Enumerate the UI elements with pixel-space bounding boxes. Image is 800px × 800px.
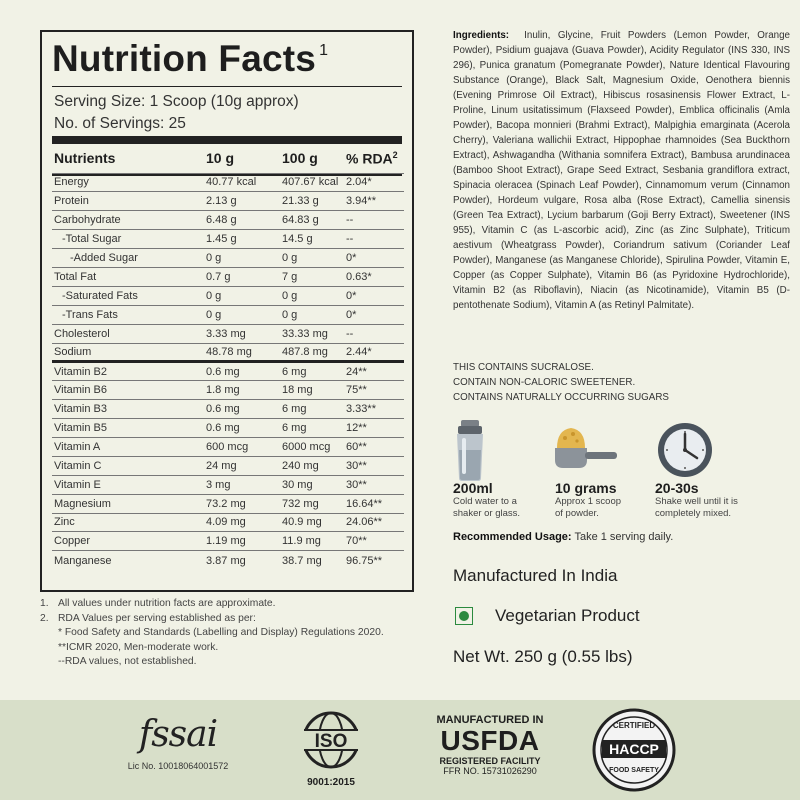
usage-value: 20-30s (655, 480, 699, 496)
footnote-sub-icmr: **ICMR 2020, Men-moderate work. (58, 641, 219, 653)
usfda-certification (425, 700, 555, 800)
rda-percent: 30** (344, 475, 404, 494)
nutrition-table-header (52, 144, 404, 173)
value-100g: 30 mg (280, 475, 344, 494)
rda-percent: 16.64** (344, 494, 404, 513)
contains-note: CONTAIN NON-CALORIC SWEETENER. (453, 377, 636, 388)
nutrition-row (52, 362, 404, 381)
value-10g: 3 mg (204, 475, 280, 494)
recommended-usage (453, 531, 673, 543)
nutrition-row (52, 324, 404, 343)
nutrition-row (52, 551, 404, 570)
haccp-certification (588, 700, 680, 800)
nutrition-row (52, 494, 404, 513)
nutrition-row (52, 513, 404, 532)
value-100g: 33.33 mg (280, 324, 344, 343)
footnote-number: 2. (40, 612, 49, 624)
value-10g: 0 g (204, 249, 280, 268)
rda-percent: -- (344, 211, 404, 230)
value-10g: 73.2 mg (204, 494, 280, 513)
value-100g: 21.33 g (280, 192, 344, 211)
usfda-registered: REGISTERED FACILITY (439, 756, 541, 766)
rda-percent: 60** (344, 437, 404, 456)
nutrient-name: Carbohydrate (52, 211, 204, 230)
value-10g: 48.78 mg (204, 343, 280, 362)
rda-percent: 12** (344, 419, 404, 438)
nutrition-title-footnote: 1 (319, 42, 329, 59)
rda-percent: 0* (344, 286, 404, 305)
rda-percent: 24.06** (344, 513, 404, 532)
nutrition-row (52, 400, 404, 419)
value-100g: 64.83 g (280, 211, 344, 230)
haccp-top: CERTIFIED (612, 721, 656, 730)
nutrition-row (52, 305, 404, 324)
certifications-band (0, 700, 800, 800)
recommended-label: Recommended Usage: (453, 531, 572, 543)
nutrition-row (52, 230, 404, 249)
nutrition-row (52, 173, 404, 192)
usage-desc: completely mixed. (655, 507, 732, 519)
footnote-2 (40, 612, 440, 627)
serving-size: Serving Size: 1 Scoop (10g approx) (54, 93, 299, 110)
nutrient-name: Protein (52, 192, 204, 211)
rda-percent: 75** (344, 381, 404, 400)
value-100g: 14.5 g (280, 230, 344, 249)
nutrition-row (52, 249, 404, 268)
nutrient-name: Vitamin B3 (52, 400, 204, 419)
value-10g: 0.6 mg (204, 400, 280, 419)
contains-notes (453, 360, 790, 405)
usage-desc: Approx 1 scoop (555, 496, 622, 507)
nutrition-row (52, 343, 404, 362)
ingredients-label: Ingredients: (453, 30, 510, 41)
clock-icon (655, 420, 755, 480)
rda-percent: -- (344, 324, 404, 343)
value-10g: 6.48 g (204, 211, 280, 230)
iso-number: 9001:2015 (307, 777, 355, 788)
rda-percent: 24** (344, 362, 404, 381)
rda-percent: 2.04* (344, 173, 404, 192)
usage-value: 200ml (453, 480, 493, 496)
nutrition-row (52, 437, 404, 456)
value-10g: 3.33 mg (204, 324, 280, 343)
nutrition-row (52, 286, 404, 305)
nutrient-name: Energy (52, 173, 204, 192)
usfda-top-text: MANUFACTURED IN (436, 714, 544, 726)
footnote-1 (40, 597, 440, 612)
header-rda (344, 144, 404, 173)
nutrition-row (52, 381, 404, 400)
value-10g: 1.45 g (204, 230, 280, 249)
nutrient-name: -Total Sugar (52, 230, 204, 249)
fssai-license: Lic No. 10018064001572 (127, 761, 229, 771)
footnote-text: All values under nutrition facts are approximate. (58, 598, 276, 609)
divider (52, 86, 402, 87)
value-100g: 40.9 mg (280, 513, 344, 532)
value-100g: 6000 mcg (280, 437, 344, 456)
value-100g: 732 mg (280, 494, 344, 513)
rda-percent: 0* (344, 249, 404, 268)
value-10g: 0.6 mg (204, 362, 280, 381)
vegetarian-label: Vegetarian Product (495, 606, 640, 625)
header-10g: 10 g (206, 150, 235, 167)
value-10g: 40.77 kcal (204, 173, 280, 192)
value-10g: 0.6 mg (204, 419, 280, 438)
nutrient-name: Total Fat (52, 267, 204, 286)
shaker-bottle-icon (453, 420, 553, 480)
value-100g: 6 mg (280, 362, 344, 381)
usfda-ffr-number: FFR NO. 15731026290 (443, 766, 537, 776)
footnote-sub-fssai: * Food Safety and Standards (Labelling and Display) Regulations 2020. (58, 627, 384, 639)
nutrition-facts-panel (40, 30, 414, 592)
value-100g: 7 g (280, 267, 344, 286)
iso-globe-icon (296, 710, 366, 770)
nutrient-name: Vitamin B6 (52, 381, 204, 400)
nutrition-title (52, 38, 328, 80)
nutrition-row (52, 267, 404, 286)
vegetarian-product (453, 606, 640, 626)
value-100g: 6 mg (280, 400, 344, 419)
rda-percent: -- (344, 230, 404, 249)
value-100g: 0 g (280, 305, 344, 324)
usage-water (453, 420, 553, 519)
value-100g: 6 mg (280, 419, 344, 438)
rda-percent: 0.63* (344, 267, 404, 286)
value-10g: 0.7 g (204, 267, 280, 286)
value-10g: 0 g (204, 305, 280, 324)
value-10g: 24 mg (204, 456, 280, 475)
nutrition-title-text: Nutrition Facts (52, 38, 317, 79)
nutrient-name: Vitamin C (52, 456, 204, 475)
value-100g: 18 mg (280, 381, 344, 400)
rda-percent: 3.33** (344, 400, 404, 419)
value-100g: 407.67 kcal (280, 173, 344, 192)
value-10g: 0 g (204, 286, 280, 305)
footnote-sub-rda: --RDA values, not established. (58, 656, 197, 668)
ingredients (453, 28, 790, 313)
rda-percent: 70** (344, 532, 404, 551)
servings-count: No. of Servings: 25 (54, 115, 186, 132)
nutrition-row (52, 192, 404, 211)
value-10g: 1.19 mg (204, 532, 280, 551)
value-100g: 11.9 mg (280, 532, 344, 551)
nutrition-row (52, 419, 404, 438)
nutrition-row (52, 211, 404, 230)
nutrient-name: Vitamin E (52, 475, 204, 494)
usage-scoop (555, 420, 655, 519)
value-100g: 0 g (280, 249, 344, 268)
header-rda-text: % RDA (346, 150, 393, 167)
nutrient-name: Magnesium (52, 494, 204, 513)
footnotes (40, 597, 440, 670)
usage-value: 10 grams (555, 480, 617, 496)
header-rda-footnote: 2 (392, 149, 398, 160)
nutrient-name: Vitamin A (52, 437, 204, 456)
value-10g: 2.13 g (204, 192, 280, 211)
usage-desc: of powder. (555, 507, 599, 519)
nutrition-row (52, 532, 404, 551)
haccp-bottom: FOOD SAFETY (609, 767, 659, 774)
rda-percent: 30** (344, 456, 404, 475)
iso-label: ISO (314, 731, 348, 752)
net-weight: Net Wt. 250 g (0.55 lbs) (453, 647, 633, 666)
value-100g: 487.8 mg (280, 343, 344, 362)
iso-certification (296, 700, 366, 800)
nutrient-name: Vitamin B5 (52, 419, 204, 438)
value-10g: 3.87 mg (204, 551, 280, 570)
haccp-badge-icon (588, 704, 680, 796)
nutrition-table-body (52, 173, 404, 570)
rda-percent: 96.75** (344, 551, 404, 570)
usage-time (655, 420, 755, 519)
fssai-certification (108, 700, 248, 800)
scoop-icon (555, 420, 655, 480)
nutrition-row (52, 456, 404, 475)
header-nutrients: Nutrients (54, 150, 116, 167)
rda-percent: 3.94** (344, 192, 404, 211)
nutrient-name: -Trans Fats (52, 305, 204, 324)
nutrition-row (52, 475, 404, 494)
value-100g: 0 g (280, 286, 344, 305)
manufactured-in: Manufactured In India (453, 566, 618, 585)
rda-percent: 2.44* (344, 343, 404, 362)
nutrient-name: Manganese (52, 551, 204, 570)
nutrient-name: -Added Sugar (52, 249, 204, 268)
nutrient-name: Sodium (52, 343, 204, 362)
usage-desc: Shake well until it is (655, 496, 738, 507)
rda-percent: 0* (344, 305, 404, 324)
fssai-logo: fssai (138, 714, 218, 755)
usfda-logo: USFDA (440, 725, 540, 756)
nutrient-name: Copper (52, 532, 204, 551)
usage-desc: Cold water to a (453, 496, 517, 507)
vegetarian-icon (455, 607, 473, 625)
footnote-number: 1. (40, 598, 49, 609)
contains-note: CONTAINS NATURALLY OCCURRING SUGARS (453, 392, 669, 403)
recommended-text: Take 1 serving daily. (574, 531, 674, 543)
header-100g: 100 g (282, 150, 318, 167)
thick-divider (52, 136, 402, 144)
nutrient-name: Zinc (52, 513, 204, 532)
nutrient-name: -Saturated Fats (52, 286, 204, 305)
value-10g: 600 mcg (204, 437, 280, 456)
usage-desc: shaker or glass. (453, 507, 521, 519)
ingredients-text: Inulin, Glycine, Fruit Powders (Lemon Powder, Orange Powder), Psidium guajava (Guava Powder), Acidity Regulator (INS 330, INS 296), Punica granatum (Pomegranate Powder), Nature Identical Flavouring Substance (Orange), Black Salt, Magnesium Oxide, Oenothera biennis (Evening Primrose Oil Extract), Hibiscus rosasinensis Flower Extract, L-Proline, Linum usitatissimum (Flaxseed Powder), Emblica officinalis (Amla Powder), Bacopa monnieri (Brahmi Extract), Malpighia emarginata (Acerola Cherry), Valeriana wallichii Extract, Hippophae rhamnoides (Sea Buckthorn Extract), Ashwagandha (Withania somnifera Extract), Bambusa arundinacea (Bamboo Shoot Extract), Grape Seed Extract, Sesbania grandiflora extract, Spinacia oleracea (Spinach Leaf Powder), Cinnamomum verum (Cinnamon Powder), Hordeum vulgare, Rosa alba (Rose Extract), Camellia sinensis (Green Tea Extract), Lycium barbarum (Goji Berry Extract), Sweetener (INS 955), Vitamin C (as L-ascorbic acid), Zinc (as Zinc Sulphate), Triticum aestivum (Wheatgrass Powder), Coriandrum sativum (Coriander Leaf Powder), Manganese (as Manganese Chloride), Spirulina Powder, Vitamin E, Copper (as Copper Sulphate), Vitamin B6 (as Pyridoxine Hydrochloride), Vitamin B2 (as Riboflavin), Niacin (as Nicotinamide), Vitamin B5 (D-pentothenate Sodium), Vitamin A (as Retinyl Palmitate). (453, 30, 790, 311)
haccp-mid: HACCP (609, 741, 659, 757)
value-10g: 4.09 mg (204, 513, 280, 532)
value-10g: 1.8 mg (204, 381, 280, 400)
value-100g: 240 mg (280, 456, 344, 475)
nutrient-name: Vitamin B2 (52, 362, 204, 381)
nutrient-name: Cholesterol (52, 324, 204, 343)
value-100g: 38.7 mg (280, 551, 344, 570)
contains-note: THIS CONTAINS SUCRALOSE. (453, 362, 594, 373)
nutrition-table (52, 144, 404, 570)
footnote-text: RDA Values per serving established as per: (58, 612, 256, 624)
